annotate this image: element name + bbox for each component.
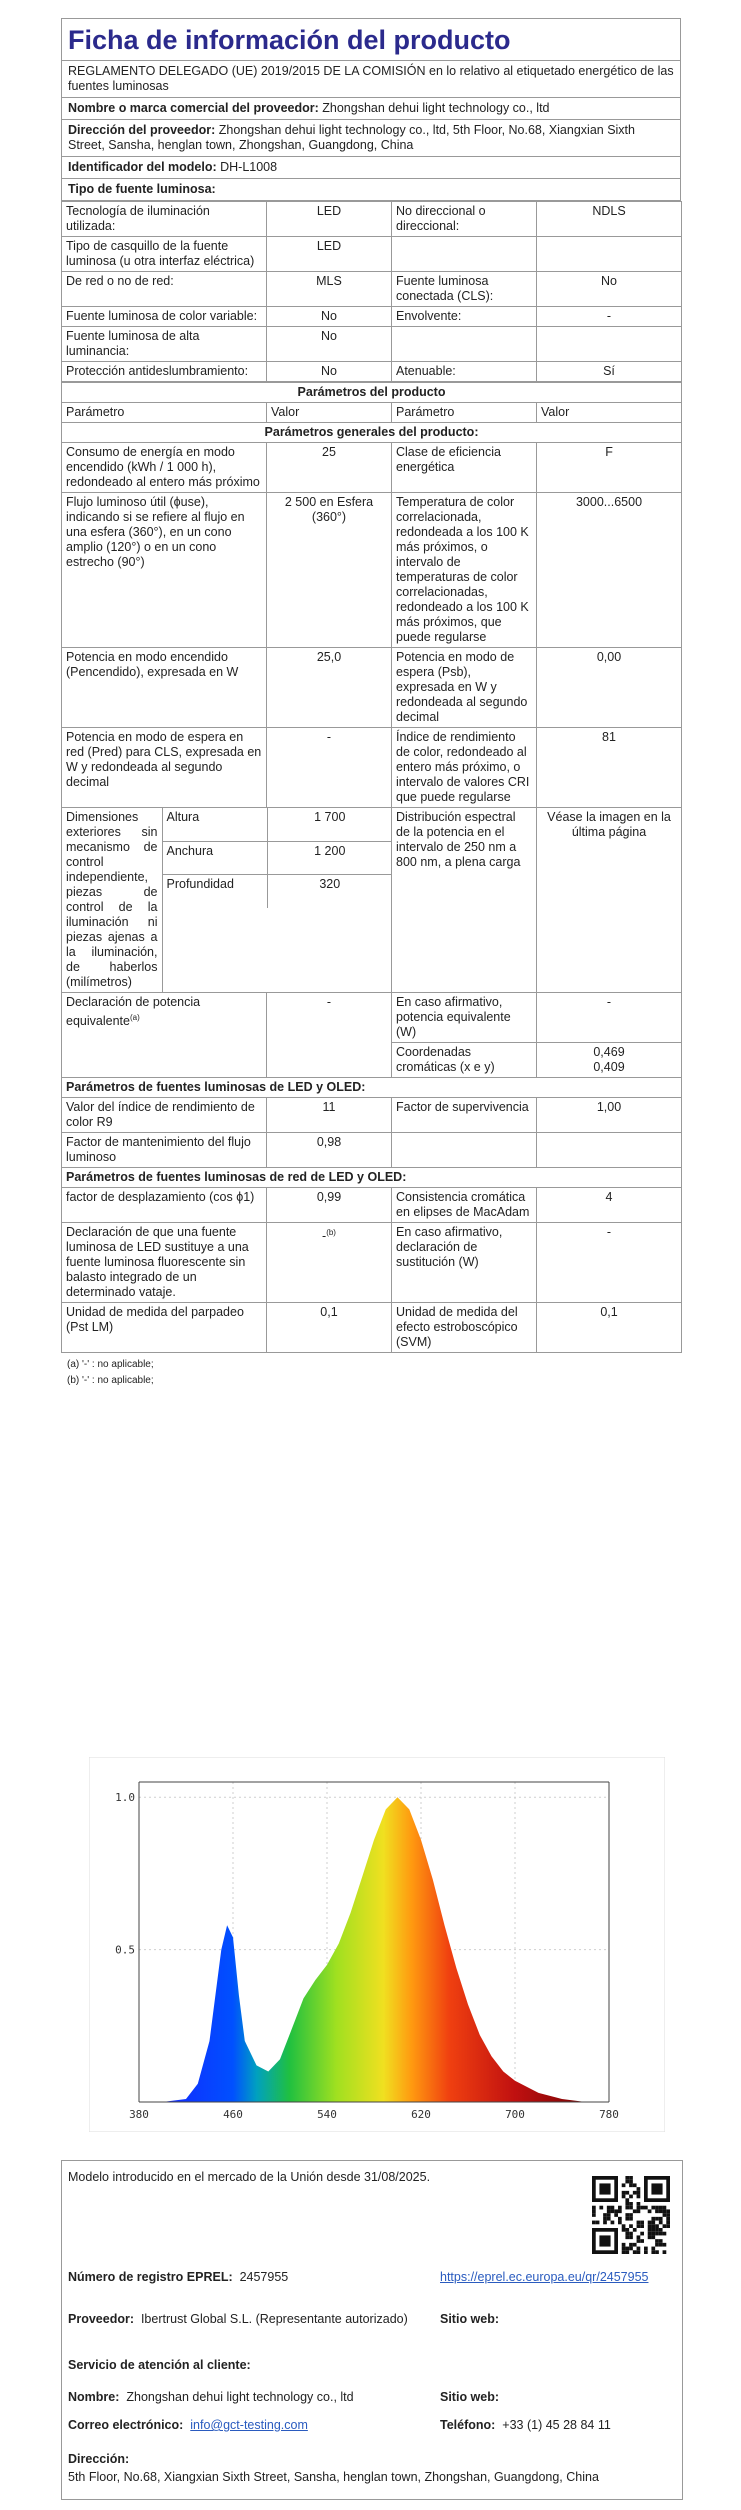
led-param: Factor de mantenimiento del flujo luminoso	[62, 1133, 267, 1168]
general-row	[62, 648, 682, 728]
general-row	[62, 443, 682, 493]
source-value	[537, 237, 682, 272]
source-row	[62, 202, 682, 237]
general-row	[62, 493, 682, 648]
mains-value: 4	[537, 1188, 682, 1223]
source-param: Fuente luminosa conectada (CLS):	[392, 272, 537, 307]
source-value	[537, 327, 682, 362]
source-param: Tipo de casquillo de la fuente luminosa (u otra interfaz eléctrica)	[62, 237, 267, 272]
equiv-power-label: En caso afirmativo, potencia equivalente (W)	[392, 993, 537, 1043]
y-tick-label: 0.5	[115, 1943, 135, 1957]
product-information-sheet	[61, 18, 681, 1389]
supplier-address-value: Zhongshan dehui light technology co., ltd, 5th Floor, No.68, Xiangxian Sixth Street, Sansha, henglan town, Zhongshan, Guangdong, China	[68, 123, 635, 152]
led-row	[62, 1133, 682, 1168]
general-value: 25,0	[267, 648, 392, 728]
dimensions-label: Dimensiones exteriores sin mecanismo de control independiente, piezas de control de la iluminación ni piezas ajenas a la iluminación, de haberlos (milímetros)	[62, 808, 162, 992]
supplier-name-label: Nombre o marca comercial del proveedor:	[68, 101, 319, 115]
regulation-text: REGLAMENTO DELEGADO (UE) 2019/2015 DE LA COMISIÓN en lo relativo al etiquetado energético de las fuentes luminosas	[61, 60, 681, 98]
market-date: Modelo introducido en el mercado de la Unión desde 31/08/2025.	[68, 2170, 431, 2184]
email-row	[68, 2417, 308, 2433]
source-param: Atenuable:	[392, 362, 537, 382]
service-name-row	[68, 2389, 354, 2405]
spectral-distribution-label: Distribución espectral de la potencia en el intervalo de 250 nm a 800 nm, a plena carga	[392, 808, 537, 993]
eprel-link[interactable]: https://eprel.ec.europa.eu/qr/2457955	[440, 2270, 649, 2284]
spectral-distribution-value: Véase la imagen en la última página	[537, 808, 682, 993]
footnote-b: (b) '-' : no aplicable;	[67, 1375, 154, 1386]
dimensions-cell	[62, 808, 392, 993]
mains-value: -	[537, 1223, 682, 1303]
source-type-header: Tipo de fuente luminosa:	[61, 179, 681, 201]
provider-row	[68, 2311, 408, 2327]
col-value-1: Valor	[267, 403, 392, 423]
source-value: No	[267, 327, 392, 362]
general-param: Flujo luminoso útil (ϕuse), indicando si se refiere al flujo en una esfera (360°), en un cono amplio (120°) o en un cono estrecho (90°)	[62, 493, 267, 648]
spectrum-chart	[89, 1757, 665, 2132]
source-param: Envolvente:	[392, 307, 537, 327]
email-link[interactable]: info@gct-testing.com	[190, 2418, 308, 2432]
x-tick-label: 620	[411, 2108, 431, 2121]
x-tick-label: 780	[599, 2108, 619, 2121]
service-name-value: Zhongshan dehui light technology co., ltd	[126, 2390, 354, 2404]
general-param: Temperatura de color correlacionada, redondeada a los 100 K más próximos, o intervalo de temperaturas de color correlacionadas, redondeado a los 100 K más próximos, que puede regularse	[392, 493, 537, 648]
mains-row	[62, 1223, 682, 1303]
supplier-name-value: Zhongshan dehui light technology co., ltd	[322, 101, 550, 115]
general-value: 81	[537, 728, 682, 808]
mains-row	[62, 1188, 682, 1223]
mains-param: Consistencia cromática en elipses de MacAdam	[392, 1188, 537, 1223]
source-param: Protección antideslumbramiento:	[62, 362, 267, 382]
address-value: 5th Floor, No.68, Xiangxian Sixth Street, Sansha, henglan town, Zhongshan, Guangdong, China	[68, 2470, 599, 2484]
mains-param: Unidad de medida del parpadeo (Pst LM)	[62, 1303, 267, 1353]
qr-code-icon[interactable]	[592, 2176, 670, 2254]
product-params-header: Parámetros del producto	[62, 383, 682, 403]
x-tick-label: 540	[317, 2108, 337, 2121]
led-param: Factor de supervivencia	[392, 1098, 537, 1133]
supplier-name-row	[61, 98, 681, 120]
chroma-value: 0,469 0,409	[537, 1043, 682, 1078]
col-value-2: Valor	[537, 403, 682, 423]
model-row	[61, 157, 681, 179]
dim-height-label: Altura	[162, 808, 267, 841]
source-param: De red o no de red:	[62, 272, 267, 307]
model-value: DH-L1008	[220, 160, 278, 174]
general-value: 0,00	[537, 648, 682, 728]
general-row	[62, 728, 682, 808]
page-title: Ficha de información del producto	[61, 18, 681, 60]
model-label: Identificador del modelo:	[68, 160, 217, 174]
source-value: LED	[267, 202, 392, 237]
mains-row	[62, 1303, 682, 1353]
general-value: F	[537, 443, 682, 493]
general-param: Consumo de energía en modo encendido (kWh / 1 000 h), redondeado al entero más próximo	[62, 443, 267, 493]
website2-label: Sitio web:	[440, 2390, 500, 2404]
dim-depth-value: 320	[267, 875, 392, 908]
source-value: MLS	[267, 272, 392, 307]
phone-label: Teléfono:	[440, 2418, 496, 2432]
footer-panel	[61, 2160, 683, 2500]
source-value: -	[537, 307, 682, 327]
address-label: Dirección:	[68, 2452, 130, 2466]
spectrum-svg	[89, 1757, 665, 2132]
column-header-row	[62, 403, 682, 423]
source-row	[62, 362, 682, 382]
source-param: Fuente luminosa de color variable:	[62, 307, 267, 327]
supplier-address-label: Dirección del proveedor:	[68, 123, 216, 137]
general-param: Potencia en modo encendido (Pencendido), expresada en W	[62, 648, 267, 728]
x-tick-label: 460	[223, 2108, 243, 2121]
source-value: No	[267, 307, 392, 327]
general-param: Potencia en modo de espera en red (Pred) para CLS, expresada en W y redondeada al segundo decimal	[62, 728, 267, 808]
footnote-a: (a) '-' : no aplicable;	[67, 1359, 154, 1370]
power-decl-value: -	[267, 993, 392, 1078]
service-name-label: Nombre:	[68, 2390, 120, 2404]
website-label: Sitio web:	[440, 2312, 500, 2326]
led-row	[62, 1098, 682, 1133]
source-param	[392, 327, 537, 362]
equiv-power-value: -	[537, 993, 682, 1043]
provider-value: Ibertrust Global S.L. (Representante autorizado)	[140, 2312, 408, 2326]
dimensions-row	[62, 808, 682, 993]
footnotes	[61, 1353, 681, 1389]
source-value: No	[537, 272, 682, 307]
phone-row	[440, 2417, 611, 2433]
mains-value: -$^{(b)}$	[267, 1223, 392, 1303]
col-param-2: Parámetro	[392, 403, 537, 423]
y-tick-label: 1.0	[115, 1791, 135, 1805]
source-param: Fuente luminosa de alta luminancia:	[62, 327, 267, 362]
general-param: Clase de eficiencia energética	[392, 443, 537, 493]
col-param-1: Parámetro	[62, 403, 267, 423]
mains-params-header: Parámetros de fuentes luminosas de red de LED y OLED:	[62, 1168, 682, 1188]
led-params-header: Parámetros de fuentes luminosas de LED y OLED:	[62, 1078, 682, 1098]
general-value: -	[267, 728, 392, 808]
eprel-row	[68, 2269, 288, 2285]
chroma-label: Coordenadas cromáticas (x e y)	[392, 1043, 537, 1078]
source-value: NDLS	[537, 202, 682, 237]
x-tick-label: 380	[129, 2108, 149, 2121]
dim-width-label: Anchura	[162, 841, 267, 875]
general-params-header: Parámetros generales del producto:	[62, 423, 682, 443]
source-param	[392, 237, 537, 272]
source-value: LED	[267, 237, 392, 272]
led-value: 1,00	[537, 1098, 682, 1133]
source-row	[62, 307, 682, 327]
led-param: Valor del índice de rendimiento de color R9	[62, 1098, 267, 1133]
eprel-value: 2457955	[239, 2270, 289, 2284]
led-value: 11	[267, 1098, 392, 1133]
service-header: Servicio de atención al cliente:	[68, 2358, 251, 2372]
source-value: Sí	[537, 362, 682, 382]
dim-depth-label: Profundidad	[162, 875, 267, 908]
source-type-table	[61, 201, 682, 382]
general-value: 25	[267, 443, 392, 493]
led-param	[392, 1133, 537, 1168]
power-decl-row	[62, 993, 682, 1043]
mains-value: 0,1	[537, 1303, 682, 1353]
dim-height-value: 1 700	[267, 808, 392, 841]
source-row	[62, 237, 682, 272]
general-value: 2 500 en Esfera (360°)	[267, 493, 392, 648]
provider-label: Proveedor:	[68, 2312, 134, 2326]
dim-width-value: 1 200	[267, 841, 392, 875]
mains-param: Declaración de que una fuente luminosa de LED sustituye a una fuente luminosa fluorescente sin balasto integrado de un determinado vataje.	[62, 1223, 267, 1303]
eprel-label: Número de registro EPREL:	[68, 2270, 233, 2284]
x-tick-label: 700	[505, 2108, 525, 2121]
email-label: Correo electrónico:	[68, 2418, 184, 2432]
led-value	[537, 1133, 682, 1168]
general-value: 3000...6500	[537, 493, 682, 648]
mains-param: factor de desplazamiento (cos ϕ1)	[62, 1188, 267, 1223]
product-params-table	[61, 382, 682, 1353]
power-decl-label: Declaración de potencia equivalente$^{(a)}$	[62, 993, 267, 1078]
source-row	[62, 327, 682, 362]
supplier-address-row	[61, 120, 681, 157]
mains-param: En caso afirmativo, declaración de sustitución (W)	[392, 1223, 537, 1303]
mains-value: 0,99	[267, 1188, 392, 1223]
source-row	[62, 272, 682, 307]
mains-value: 0,1	[267, 1303, 392, 1353]
source-param: No direccional o direccional:	[392, 202, 537, 237]
led-value: 0,98	[267, 1133, 392, 1168]
mains-param: Unidad de medida del efecto estroboscópico (SVM)	[392, 1303, 537, 1353]
general-param: Índice de rendimiento de color, redondeado al entero más próximo, o intervalo de valores CRI que puede regularse	[392, 728, 537, 808]
general-param: Potencia en modo de espera (Psb), expresada en W y redondeada al segundo decimal	[392, 648, 537, 728]
source-param: Tecnología de iluminación utilizada:	[62, 202, 267, 237]
phone-value: +33 (1) 45 28 84 11	[502, 2418, 611, 2432]
source-value: No	[267, 362, 392, 382]
